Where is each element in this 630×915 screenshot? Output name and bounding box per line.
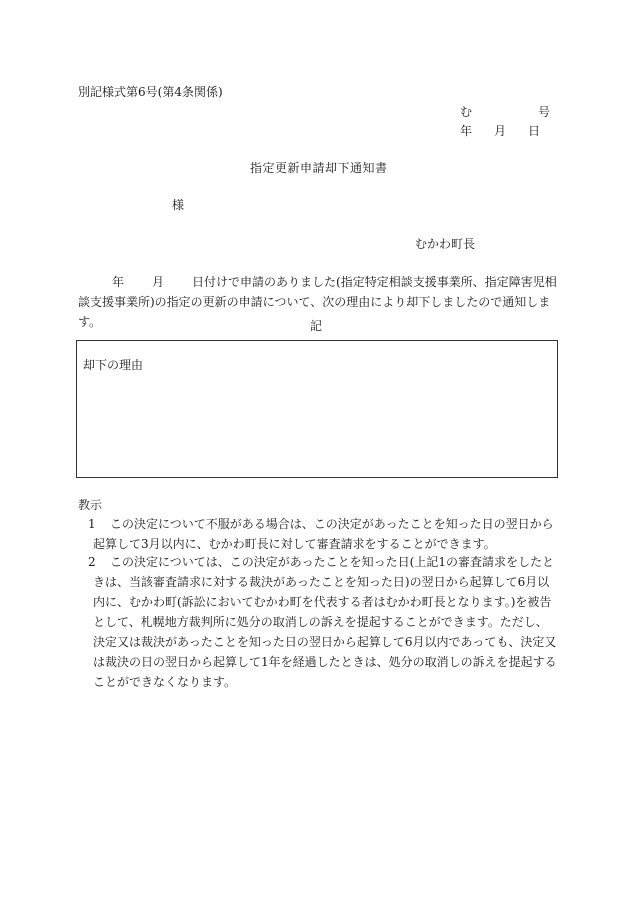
reason-box — [76, 340, 558, 478]
document-number-suffix: 号 — [538, 105, 551, 119]
date-year: 年 — [460, 124, 473, 138]
document-title: 指定更新申請却下通知書 — [250, 161, 388, 175]
document-number-prefix: む — [460, 105, 473, 119]
ki-marker: 記 — [310, 319, 323, 333]
notice-item-number: 1 — [88, 517, 96, 531]
form-number-label: 別記様式第6号(第4条関係) — [78, 85, 223, 99]
notice-item-number: 2 — [88, 555, 96, 569]
body-text: 日付けで申請のありました(指定特定相談支援事業所、指定障害児相談支援事業所)の指定の更新の申請について、次の理由により却下しましたので通知します。 — [78, 275, 557, 329]
reason-label: 却下の理由 — [83, 358, 144, 372]
body-month: 月 — [152, 275, 165, 289]
notice-label: 教示 — [78, 498, 103, 512]
date-month: 月 — [494, 124, 507, 138]
addressee-suffix: 様 — [172, 198, 185, 212]
date-day: 日 — [528, 124, 541, 138]
notice-item — [78, 514, 558, 554]
notice-item-text: この決定について不服がある場合は、この決定があったことを知った日の翌日から起算して3月以内に、むかわ町長に対して審査請求をすることができます。 — [93, 517, 554, 551]
notice-item — [78, 552, 558, 692]
document-number — [460, 106, 550, 118]
body-year: 年 — [112, 275, 125, 289]
document-date — [460, 125, 540, 137]
notice-item-text: この決定については、この決定があったことを知った日(上記1の審査請求をしたときは、当該審査請求に対する裁決があったことを知った日)の翌日から起算して6月以内に、むかわ町(訴訟においてむかわ町を代表する者はむかわ町長となります。)を被告として、札幌地方裁判所に処分の取消しの訴えを提起することができます。ただし、決定又は裁決があったことを知った日の翌日から起算して6月以内であっても、決定又は裁決の日の翌日から起算して1年を経過したときは、処分の取消しの訴えを提起することができなくなります。 — [93, 555, 557, 689]
sender-name: むかわ町長 — [415, 237, 476, 251]
